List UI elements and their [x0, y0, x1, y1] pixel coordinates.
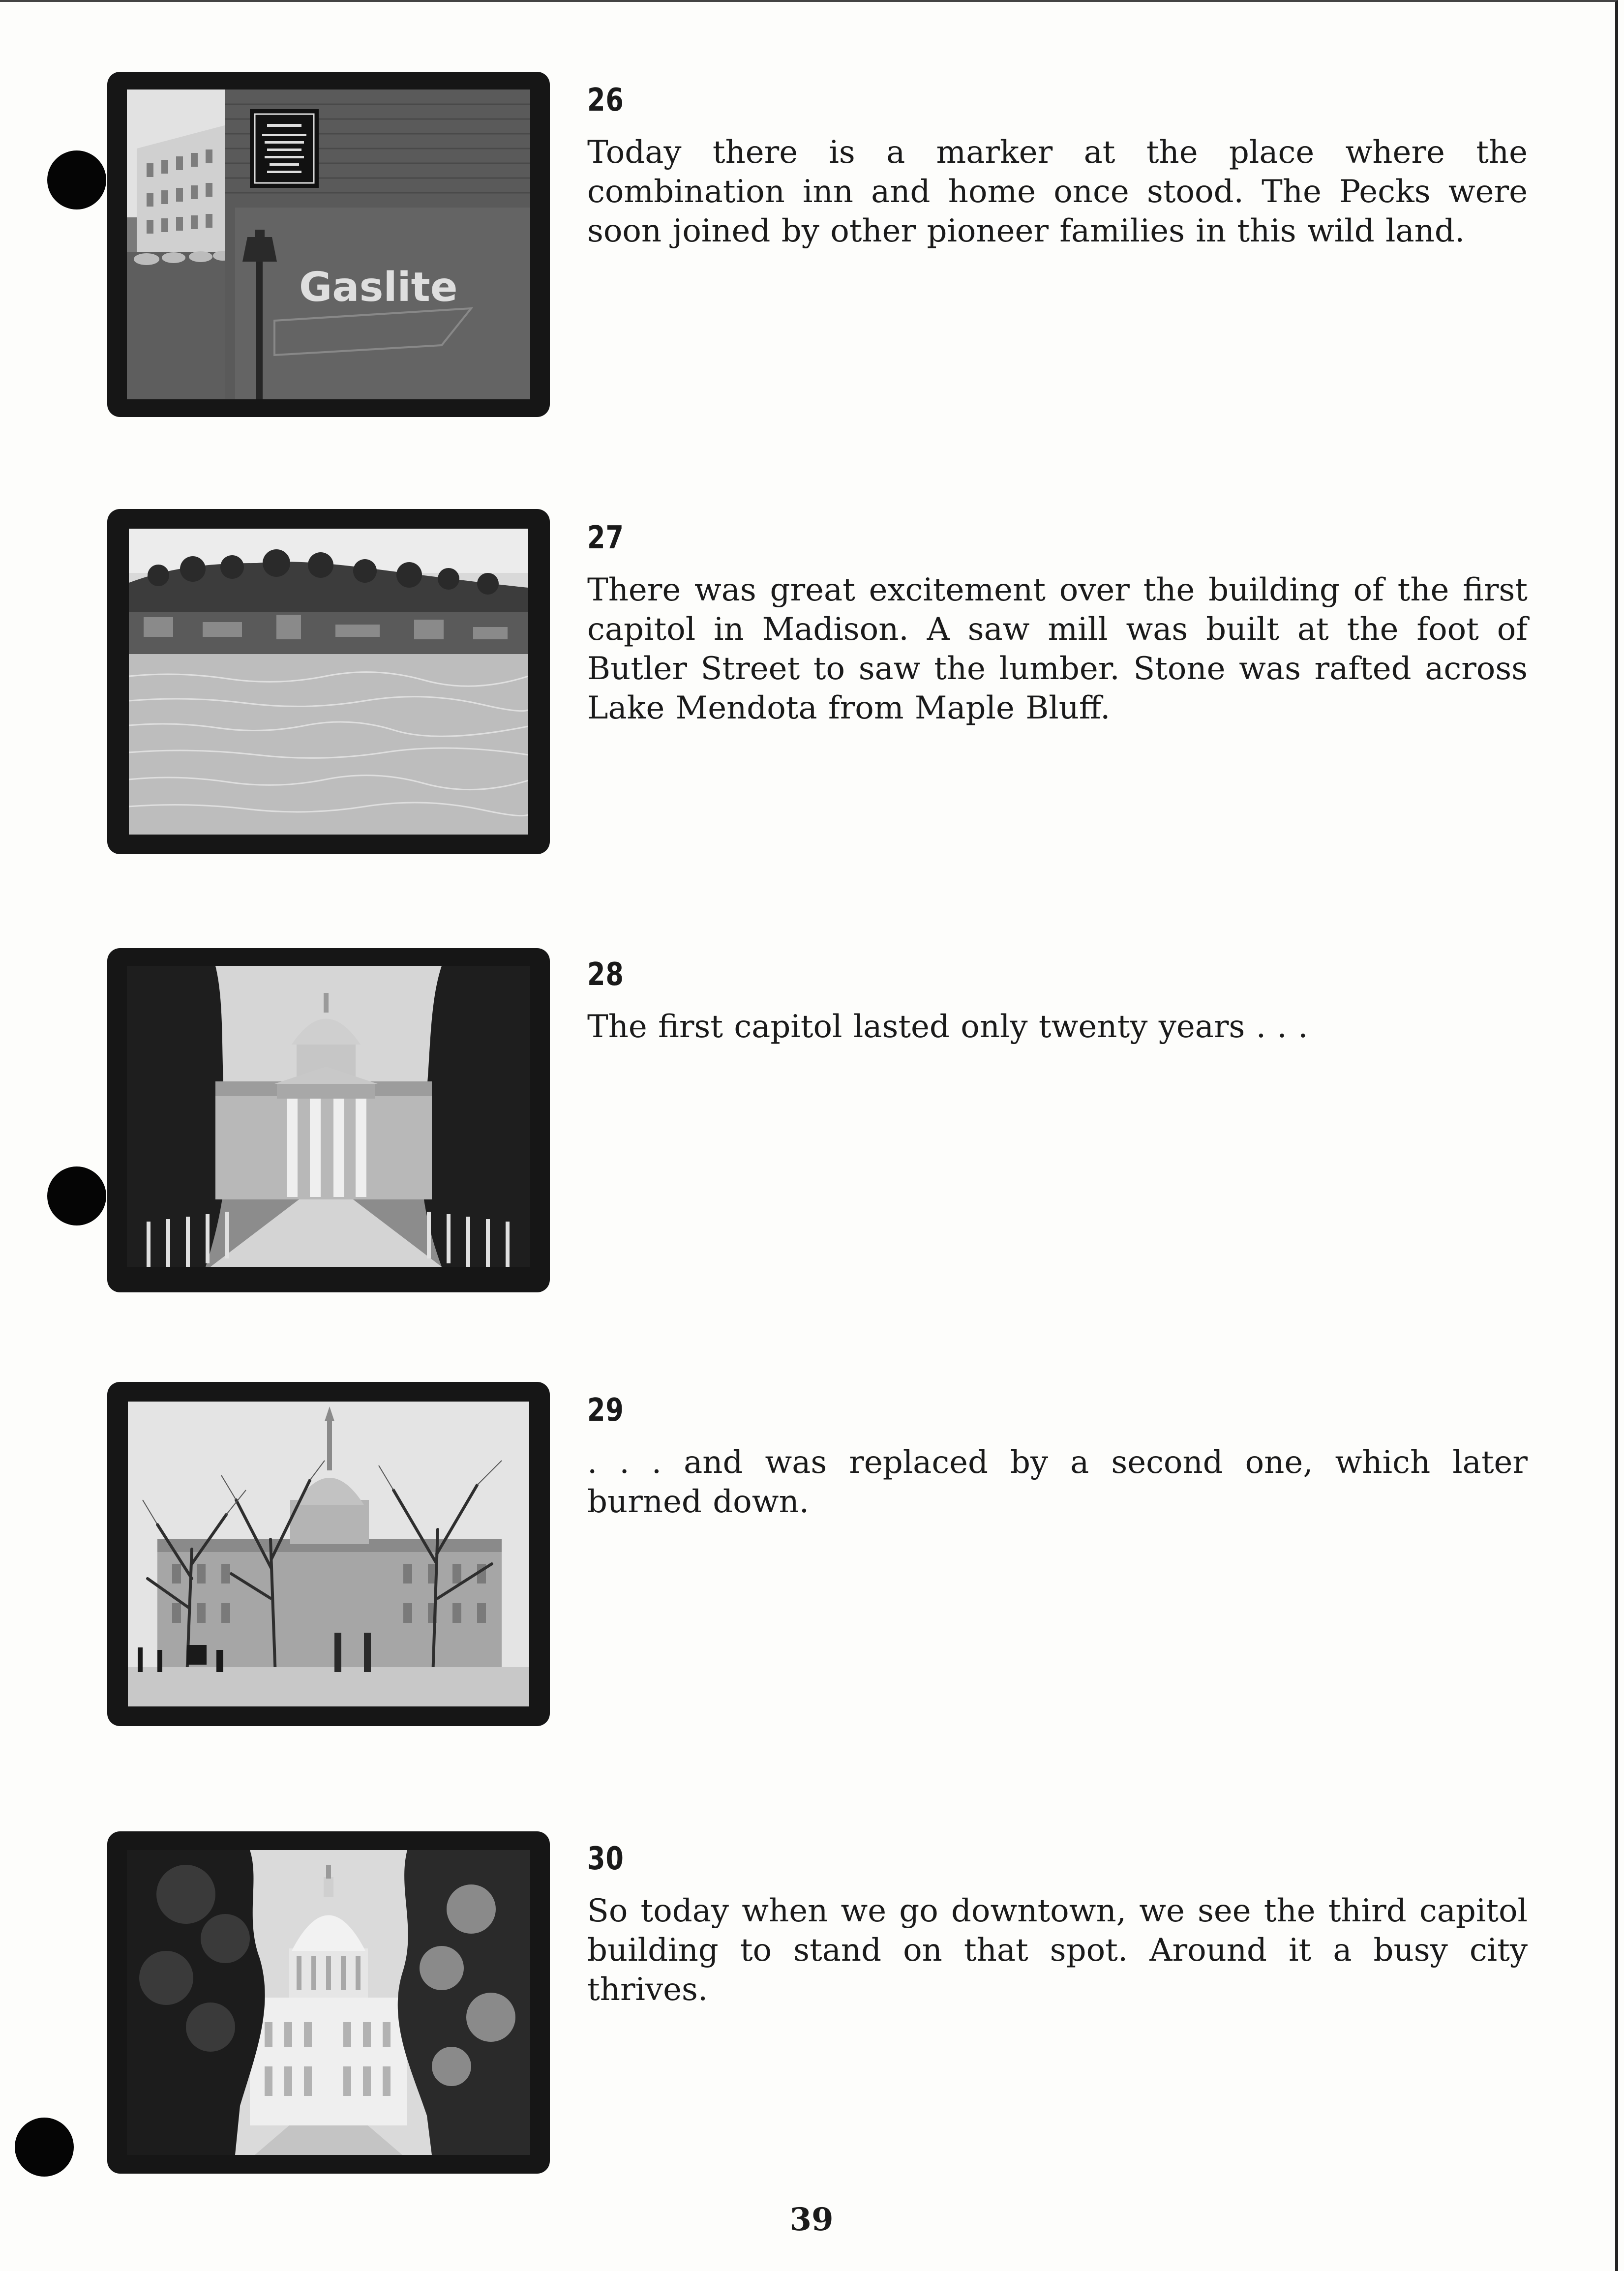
first-capitol-photo [127, 966, 530, 1267]
punch-hole [47, 1166, 106, 1225]
second-capitol-photo [128, 1402, 529, 1706]
third-capitol-photo [127, 1850, 530, 2155]
slide-number: 30 [587, 1841, 624, 1877]
slide-caption-29 [587, 1392, 1528, 1522]
slide-text: Today there is a marker at the place where the combination inn and home once stood. The Pecks were soon joined by other pioneer families in this wild land. [587, 134, 1528, 249]
slide-caption-28 [587, 956, 1528, 1046]
slide-text: There was great excitement over the building of the first capitol in Madison. A saw mill was built at the foot of Butler Street to saw the lumber. Stone was rafted across Lake Mendota from Maple Bluff. [587, 572, 1528, 726]
slide-number: 26 [587, 82, 624, 119]
slide-photo-26 [107, 72, 550, 417]
slide-photo-27 [107, 509, 550, 854]
punch-hole [15, 2118, 74, 2177]
slide-caption-26 [587, 82, 1528, 251]
slide-caption-30 [587, 1843, 1528, 2009]
slide-text: So today when we go downtown, we see the third capitol building to stand on that spot. Around it a busy city thrives. [587, 1893, 1528, 2008]
slide-number: 28 [587, 956, 624, 993]
slide-photo-29 [107, 1382, 550, 1726]
slide-number: 27 [587, 520, 624, 556]
slide-photo-30 [107, 1831, 550, 2174]
gaslite-sign-text: Gaslite [299, 264, 458, 311]
slide-caption-27 [587, 522, 1528, 728]
slide-text: The first capitol lasted only twenty years . . . [587, 1009, 1308, 1045]
slide-photo-28 [107, 948, 550, 1292]
page-number: 39 [789, 2201, 834, 2238]
gaslite-restaurant-photo [127, 90, 530, 399]
lake-mendota-photo [129, 529, 528, 835]
slide-number: 29 [587, 1392, 624, 1429]
slide-text: . . . and was replaced by a second one, which later burned down. [587, 1444, 1528, 1520]
punch-hole [47, 150, 106, 209]
